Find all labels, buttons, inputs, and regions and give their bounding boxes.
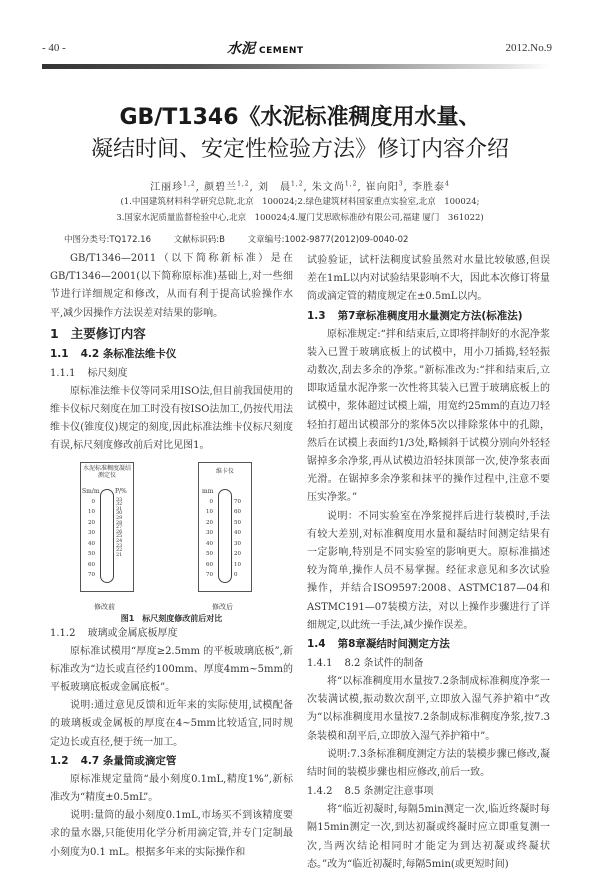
section-heading: 1 主要修订内容 <box>50 325 146 341</box>
unit-right: P/% <box>115 487 127 495</box>
header-rule <box>42 64 550 69</box>
figure-1 <box>50 462 293 623</box>
author: 李胜泰$^4$ <box>411 180 450 193</box>
journal-logo <box>227 38 304 58</box>
paragraph: 原标准试模用“厚度≥2.5mm 的平板玻璃底板”,新标准改为“边长或直径约100mm、厚度4mm~5mm的平板玻璃底板或金属底板”。 <box>50 645 293 694</box>
subsection-heading: 1.1 4.2 条标准法维卡仪 <box>50 347 177 360</box>
paragraph: 将“临近初凝时,每隔5min测定一次,临近终凝时每隔15min测定一次,到达初凝或终凝时应立即重复测一次,当两次结论相同时才能定为到达初凝或终凝状态。”改为“临近初凝时,每隔5min(或更短时间) <box>307 804 550 870</box>
subsubsection-heading: 1.1.2 玻璃或金属底板厚度 <box>50 627 178 639</box>
figure-caption: 图1 标尺刻度修改前后对比 <box>120 613 223 623</box>
journal-name-cn: 水泥 <box>227 41 255 57</box>
article-title <box>0 102 600 166</box>
author: 崔向阳$^3$ <box>365 180 404 193</box>
left-scale: 0 10 20 30 40 50 60 70 <box>88 498 95 579</box>
tube-icon <box>100 489 114 583</box>
paragraph: 原标准法维卡仪等同采用ISO法,但目前我国使用的维卡仪标尺刻度在加工时没有按ISO法加工,仍按代用法维卡仪(锥度仪)规定的刻度,因此标准法维卡仪标尺刻度有误,标尺刻度修改前后对比见图1。 <box>50 385 293 452</box>
affiliations <box>0 194 600 226</box>
author-list: 江丽珍$^{1,2}$, 颜碧兰$^{1,2}$, 刘 晨$^{1,2}$, 朱文尚$^{1,2}$, 崔向阳$^3$, 李胜泰$^4$ <box>150 180 450 193</box>
intro-paragraph: GB/T1346—2011（以下简称新标准）是在GB/T1346—2001(以下简称原标准)基础上,对一些细节进行详细规定和修改，从而有利于提高试验操作水平,减少因操作方法误差对结果的影响。 <box>50 253 293 319</box>
paragraph: 原标准规定:“拌和结束后,立即将拌制好的水泥净浆装入已置于玻璃底板上的试模中，用小刀插捣,轻轻振动数次,刮去多余的净浆。”新标准改为:“拌和结束后,立即取适量水泥净浆一次性将其装入已置于玻璃底板上的试模中，浆体超过试模上端，用宽约25mm的直边刀轻轻拍打超出试模部分的浆体5次以排除浆体中的孔隙，然后在试模上表面约1/3处,略倾斜于试模分别向外轻轻锯掉多余净浆,再从试模边沿轻抹顶部一次,使净浆表面光滑。在锯掉多余净浆和抹平的操作过程中,注意不要压实净浆。” <box>307 328 550 504</box>
author: 江丽珍$^{1,2}$ <box>150 180 196 193</box>
subsection-heading: 1.2 4.7 条量筒或滴定管 <box>50 754 177 767</box>
unit-left: mm <box>202 487 214 495</box>
tube-icon <box>218 489 232 583</box>
right-column <box>307 252 550 874</box>
scale-after-panel <box>198 462 252 592</box>
panel-header: 水泥标准稠度凝结测定仪 <box>82 464 131 479</box>
paragraph: 说明：不同实验室在净浆搅拌后进行装模时,手法有较大差别,对标准稠度用水量和凝结时间测定结果有一定影响,特别是不同实验室的影响更大。原标准描述较为简单,操作人员不易掌握。经征求意见和多次试验操作，并结合ISO9597:2008、ASTMC187—04和ASTMC191—07装模方法，对以上操作步骤进行了详细规定,以此统一手法,减少操作误差。 <box>307 510 550 631</box>
running-header <box>42 40 552 64</box>
panel-header: 维卡仪 <box>215 467 234 475</box>
paragraph: 说明:7.3条标准稠度测定方法的装模步骤已修改,凝结时间的装模步骤也相应修改,前后一致。 <box>307 748 550 779</box>
title-line-2: 凝结时间、安定性检验方法》修订内容介绍 <box>90 137 509 162</box>
affiliation-line-1: (1.中国建筑材料科学研究总院,北京 100024;2.绿色建筑材料国家重点实验室,北京 100024; <box>120 197 480 207</box>
paragraph: 将“以标准稠度用水量按7.2条制成标准稠度净浆一次装满试模,振动数次刮平,立即放入湿气养护箱中”改为“以标准稠度用水量按7.2条制成标准稠度净浆,按7.3条装模和刮平后,立即放入湿气养护箱中”。 <box>307 676 550 742</box>
paragraph: 说明:量筒的最小刻度0.1mL,市场买不到该精度要求的量水器,只能使用化学分析用滴定管,并专门定制最小刻度为0.1 mL。根据多年来的实际操作和 <box>50 810 293 858</box>
clc-number: 中图分类号:TQ172.16 <box>64 235 151 245</box>
author: 朱文尚$^{1,2}$ <box>311 180 358 193</box>
paragraph: 试验验证，试杆法稠度试验虽然对水量比较敏感,但误差在1mL以内对试验结果影响不大，因此本次修订将量筒或滴定管的精度规定在±0.5mL以内。 <box>307 255 550 303</box>
unit-left: Sm/m <box>82 487 100 495</box>
subsection-heading: 1.3 第7章标准稠度用水量测定方法(标准法) <box>307 309 523 322</box>
page-number: - 40 - <box>42 42 66 54</box>
document-code: 文献标识码:B <box>173 235 225 245</box>
left-column <box>50 250 293 862</box>
subsection-heading: 1.4 第8章凝结时间测定方法 <box>307 638 450 651</box>
label-after: 修改后 <box>212 602 233 611</box>
journal-name-en: CEMENT <box>259 46 304 56</box>
paragraph: 说明:通过意见反馈和近年来的实际使用,试模配备的玻璃板或金属板的厚度在4~5mm比较适宜,同时规定边长或直径,便于统一加工。 <box>50 700 293 748</box>
article-metadata <box>64 233 428 245</box>
subsubsection-heading: 1.4.1 8.2 条试件的制备 <box>307 658 424 670</box>
right-scale: 33 32 31 30 29 28 27 26 25 24 23 22 21 <box>116 496 123 558</box>
paragraph: 原标准规定量筒“最小刻度0.1mL,精度1%”,新标准改为“精度±0.5mL”。 <box>50 773 293 804</box>
author: 颜碧兰$^{1,2}$ <box>204 180 250 193</box>
affiliation-line-2: 3.国家水泥质量监督检验中心,北京 100024;4.厦门艾思欧标准砂有限公司,福建 厦门 361022) <box>116 213 484 223</box>
issue-number: 2012.No.9 <box>505 42 552 54</box>
label-before: 修改前 <box>94 602 115 611</box>
article-number: 文章编号:1002-9877(2012)09-0040-02 <box>247 235 409 245</box>
subsubsection-heading: 1.4.2 8.5 条测定注意事项 <box>307 786 434 798</box>
right-scale: 70 60 50 40 30 20 10 0 <box>234 498 241 579</box>
scale-before-panel <box>80 462 134 592</box>
title-line-1: GB/T1346《水泥标准稠度用水量、 <box>119 105 481 130</box>
left-scale: 0 10 20 30 40 50 60 70 <box>206 498 213 579</box>
subsubsection-heading: 1.1.1 标尺刻度 <box>50 367 128 379</box>
author: 刘 晨$^{1,2}$ <box>257 180 304 193</box>
